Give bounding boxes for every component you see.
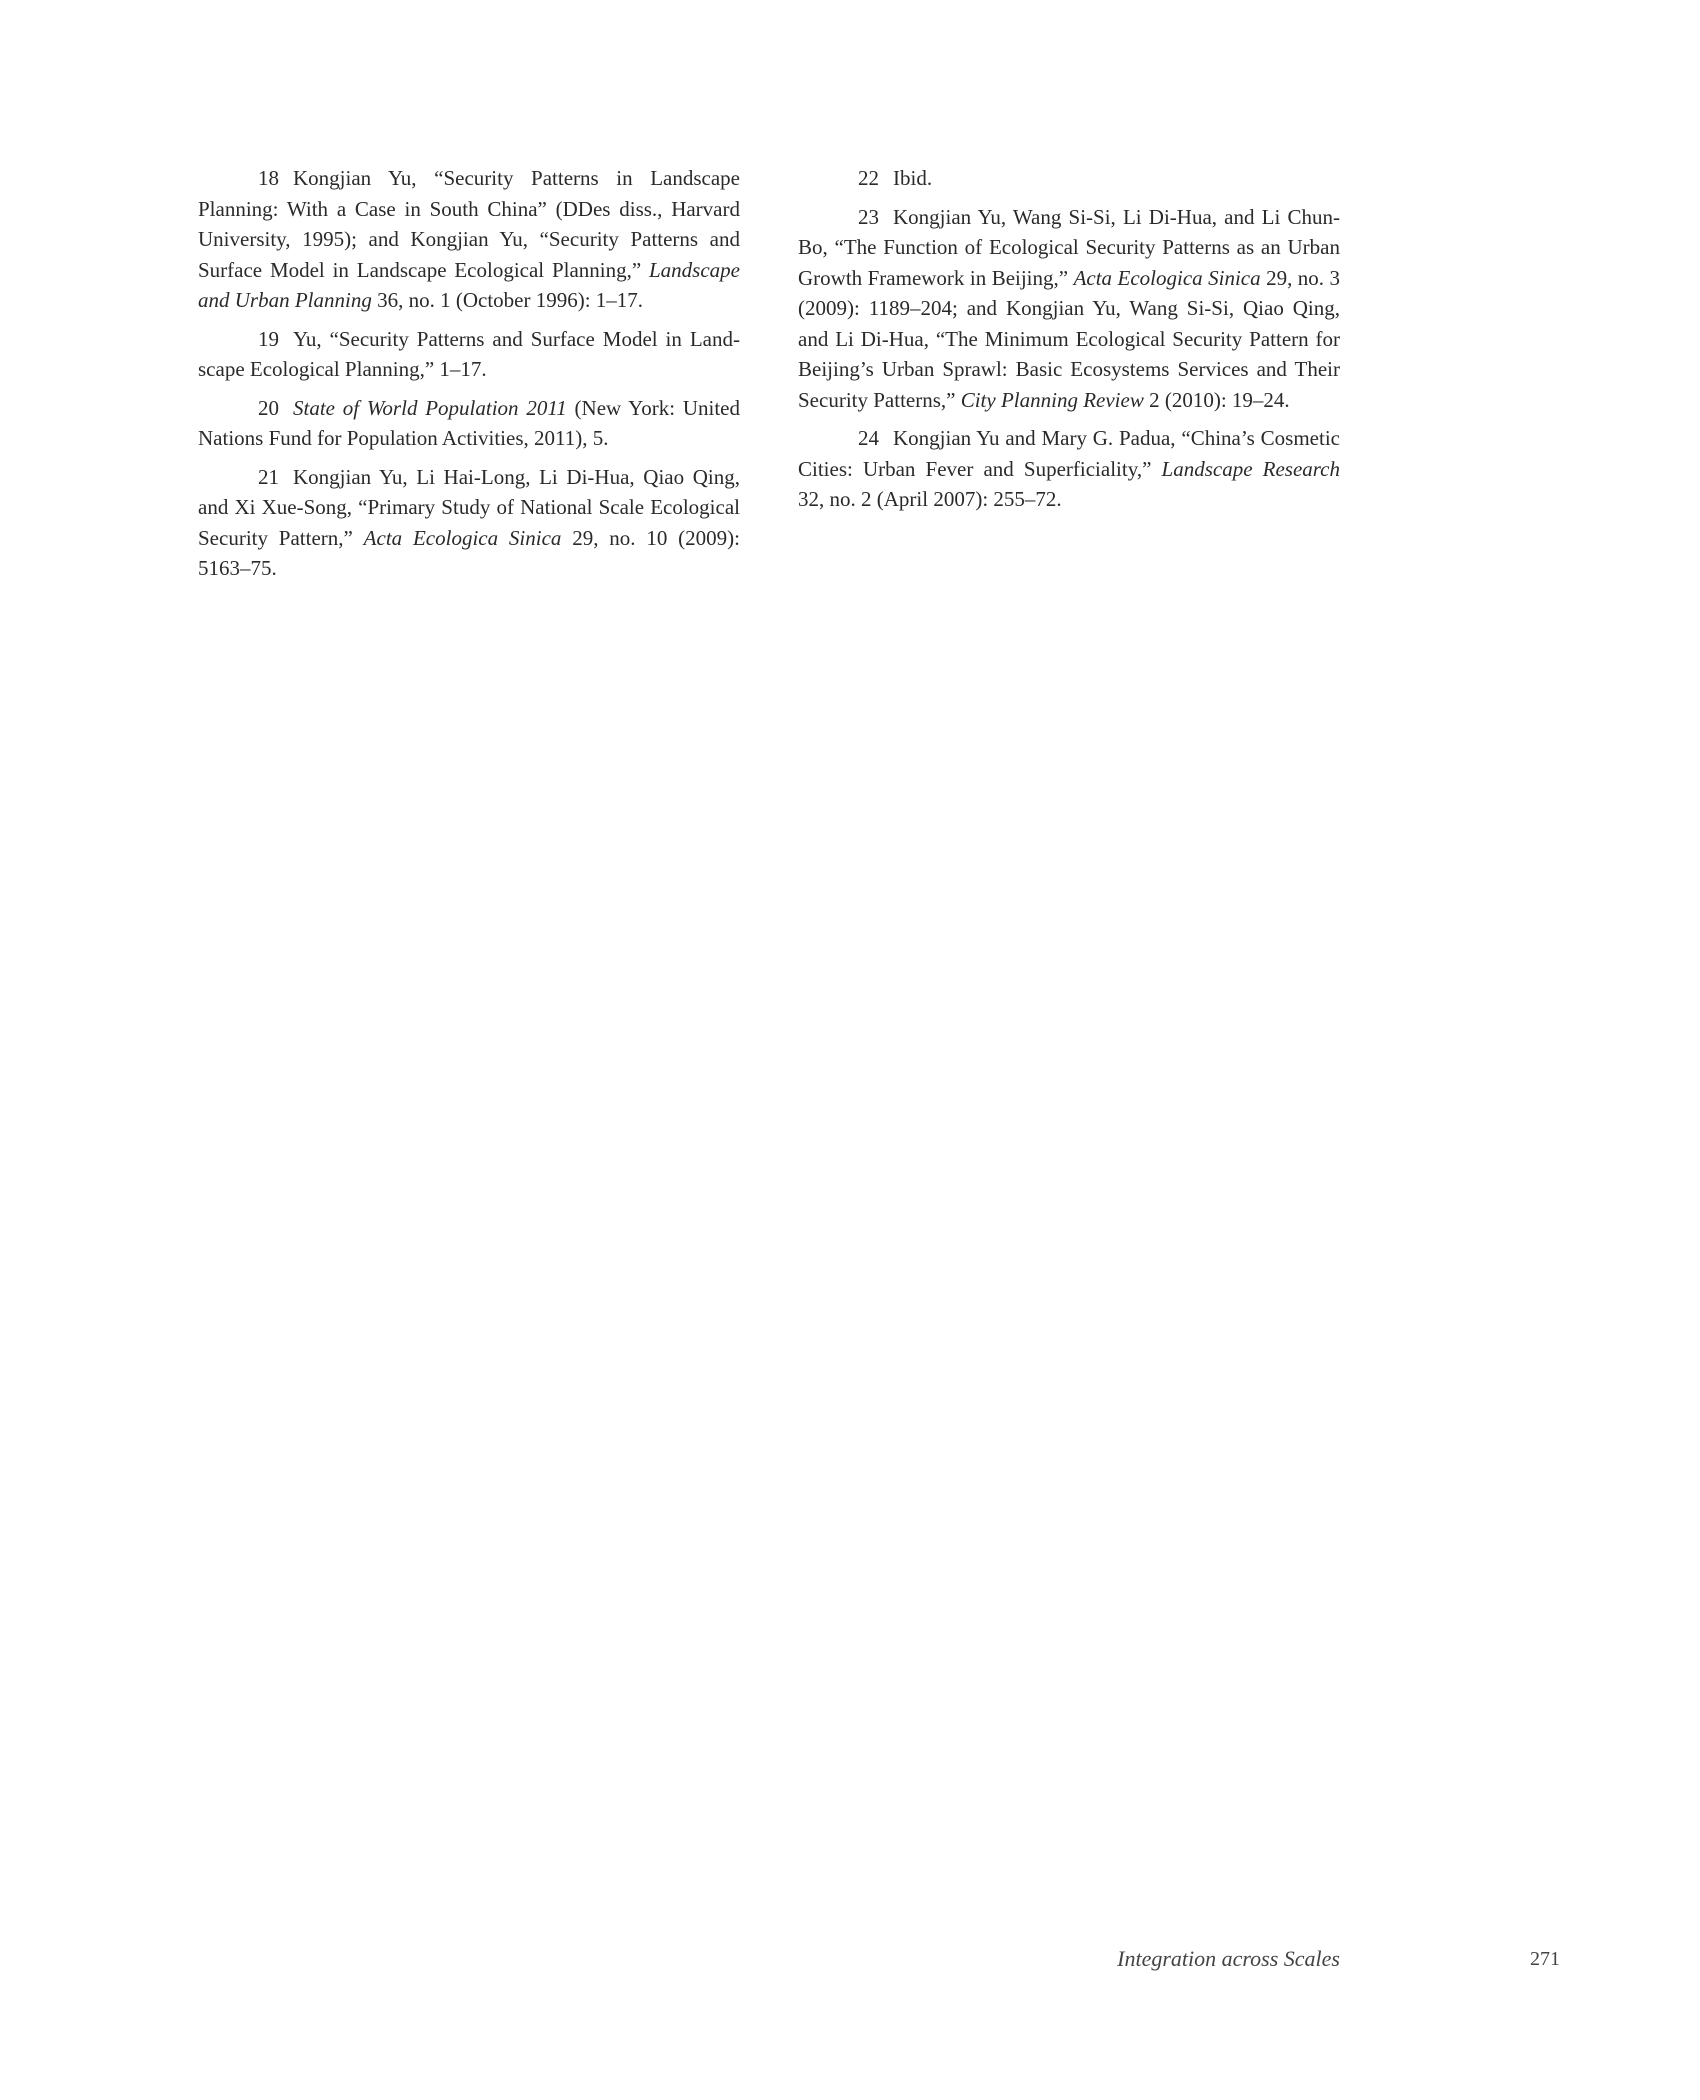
notes-column-left: [198, 163, 740, 592]
journal-title: Landscape Research: [1161, 456, 1340, 481]
publication-title: State of World Population 2011: [293, 395, 567, 420]
note-number: 24: [858, 426, 879, 450]
note-text: 29, no. 10 (2009): 5163–75.: [198, 525, 740, 580]
note-23: [798, 202, 1340, 416]
note-24: [798, 423, 1340, 515]
note-number: 21: [258, 464, 279, 489]
note-text: 32, no. 2 (April 2007): 255–72.: [798, 487, 1062, 511]
note-20: [198, 393, 740, 454]
note-text: 36, no. 1 (October 1996): 1–17.: [371, 288, 644, 312]
notes-column-right: [798, 163, 1340, 523]
note-text: 2 (2010): 19–24.: [1143, 387, 1290, 412]
note-text: Kongjian Yu and Mary G. Padua, “China’s Cosmetic Cities: Urban Fever and Superficiality,”: [798, 426, 1340, 481]
note-text: Kongjian Yu, Wang Si-Si, Li Di-Hua, and Li Chun-Bo, “The Function of Ecological Security Patterns as an Urban Growth Framework in Beijing,”: [798, 204, 1340, 290]
running-footer-title: Integration across Scales: [1117, 1946, 1340, 1971]
note-18: [198, 163, 740, 316]
note-number: 20: [258, 395, 279, 420]
journal-title: Acta Ecologica Sinica: [1073, 265, 1261, 290]
journal-title: Landscape and Urban Planning: [198, 257, 740, 312]
note-number: 19: [258, 326, 279, 351]
journal-title: City Planning Review: [960, 387, 1144, 412]
note-number: 22: [858, 166, 879, 190]
note-number: 23: [858, 204, 879, 229]
note-text: Ibid.: [893, 166, 933, 190]
note-19: [198, 324, 740, 385]
note-text: (New York: United Nations Fund for Population Activities, 2011), 5.: [198, 395, 740, 450]
note-number: 18: [258, 166, 279, 190]
journal-title: Acta Ecologica Sinica: [363, 525, 562, 550]
note-text: Kongjian Yu, Li Hai-Long, Li Di-Hua, Qiao Qing, and Xi Xue-Song, “Primary Study of National Scale Ecological Security Pattern,”: [198, 464, 740, 550]
page-number: 271: [1530, 1948, 1560, 1970]
note-text: Kongjian Yu, “Security Patterns in Landscape Planning: With a Case in South China” (DDes diss., Harvard University, 1995); and Kongjian Yu, “Security Patterns and Surface Model in Landscape Ecological Planning,”: [198, 166, 740, 282]
note-22: [798, 163, 1340, 194]
note-text: Yu, “Security Patterns and Surface Model in Land-scape Ecological Planning,” 1–17.: [198, 326, 740, 381]
note-text: 29, no. 3 (2009): 1189–204; and Kongjian Yu, Wang Si-Si, Qiao Qing, and Li Di-Hua, “The Minimum Ecological Security Pattern for Beijing’s Urban Sprawl: Basic Ecosystems Services and Their Security Patterns,”: [798, 265, 1341, 412]
note-21: [198, 462, 740, 584]
